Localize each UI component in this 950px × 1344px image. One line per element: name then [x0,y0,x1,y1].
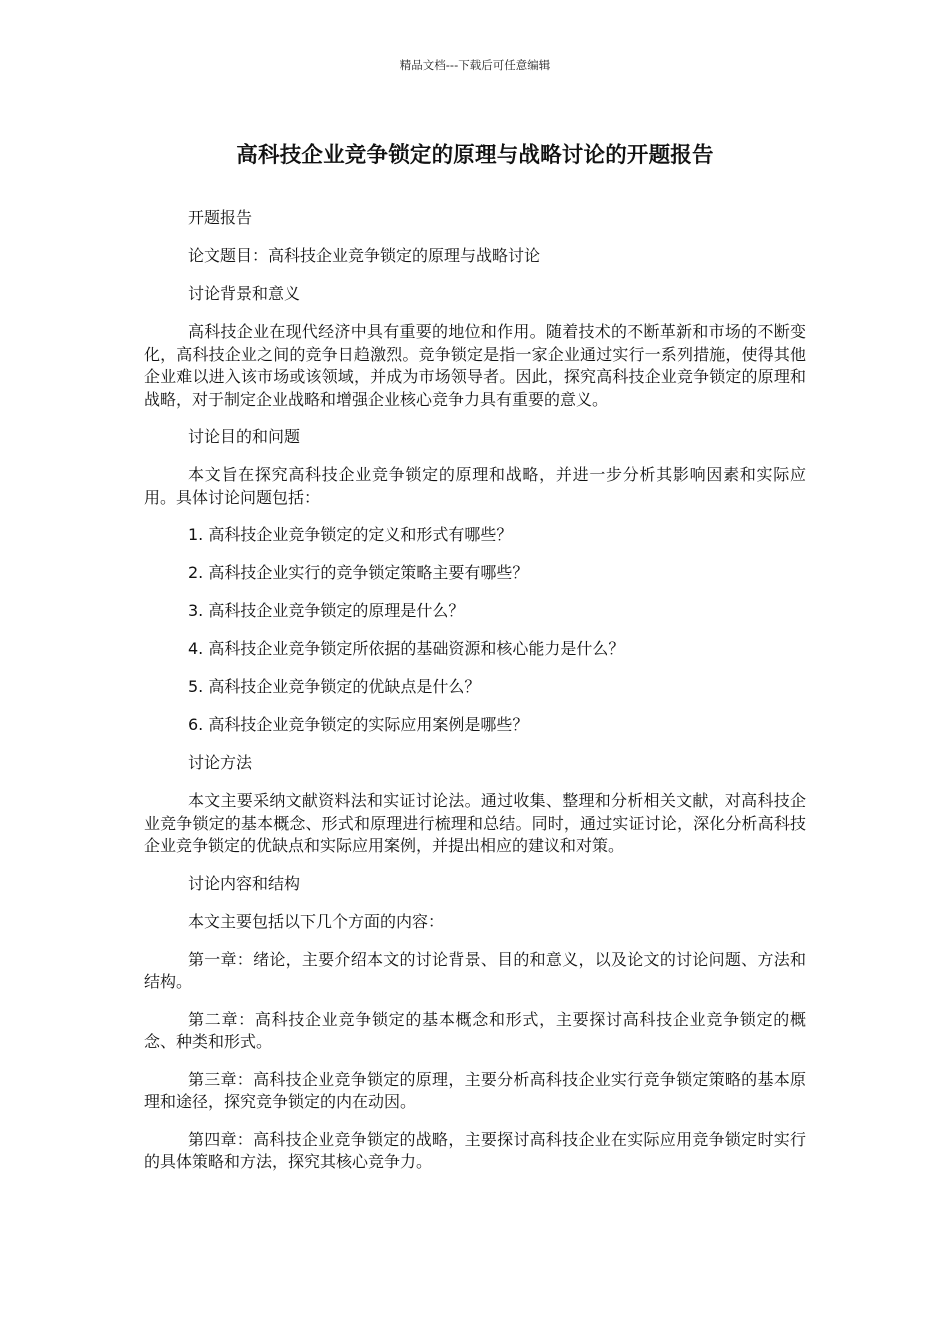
thesis-title-line: 论文题目：高科技企业竞争锁定的原理与战略讨论 [188,246,541,265]
chapter-item-3: 第三章：高科技企业竞争锁定的原理，主要分析高科技企业实行竞争锁定策略的基本原理和途径，探究竞争锁定的内在动因。 [144,1069,806,1111]
heading-method: 讨论方法 [188,753,253,772]
section-label-report: 开题报告 [188,208,253,227]
question-item-1: 1. 高科技企业竞争锁定的定义和形式有哪些？ [188,525,513,544]
document-title: 高科技企业竞争锁定的原理与战略讨论的开题报告 [236,143,714,168]
watermark-header: 精品文档---下载后可任意编辑 [399,58,551,72]
question-item-6: 6. 高科技企业竞争锁定的实际应用案例是哪些？ [188,715,529,734]
document-body [144,207,806,1189]
question-item-5: 5. 高科技企业竞争锁定的优缺点是什么？ [188,677,481,696]
chapter-item-1: 第一章：绪论，主要介绍本文的讨论背景、目的和意义，以及论文的讨论问题、方法和结构。 [144,949,806,991]
paragraph-purpose: 本文旨在探究高科技企业竞争锁定的原理和战略，并进一步分析其影响因素和实际应用。具体讨论问题包括： [144,465,806,507]
heading-background: 讨论背景和意义 [188,284,301,303]
paragraph-structure-intro: 本文主要包括以下几个方面的内容： [188,911,445,931]
paragraph-background: 高科技企业在现代经济中具有重要的地位和作用。随着技术的不断革新和市场的不断变化，高科技企业之间的竞争日趋激烈。竞争锁定是指一家企业通过实行一系列措施，使得其他企业难以进入该市场或该领域，并成为市场领导者。因此，探究高科技企业竞争锁定的原理和战略，对于制定企业战略和增强企业核心竞争力具有重要的意义。 [144,322,806,409]
heading-purpose: 讨论目的和问题 [188,427,301,446]
question-item-3: 3. 高科技企业竞争锁定的原理是什么？ [188,601,465,620]
heading-structure: 讨论内容和结构 [188,873,301,893]
paragraph-method: 本文主要采纳文献资料法和实证讨论法。通过收集、整理和分析相关文献，对高科技企业竞争锁定的基本概念、形式和原理进行梳理和总结。同时，通过实证讨论，深化分析高科技企业竞争锁定的优缺点和实际应用案例，并提出相应的建议和对策。 [144,791,806,855]
question-item-2: 2. 高科技企业实行的竞争锁定策略主要有哪些？ [188,563,529,582]
chapter-item-4: 第四章：高科技企业竞争锁定的战略，主要探讨高科技企业在实际应用竞争锁定时实行的具体策略和方法，探究其核心竞争力。 [144,1129,806,1171]
chapter-item-2: 第二章：高科技企业竞争锁定的基本概念和形式，主要探讨高科技企业竞争锁定的概念、种类和形式。 [144,1009,806,1051]
question-item-4: 4. 高科技企业竞争锁定所依据的基础资源和核心能力是什么？ [188,639,625,658]
